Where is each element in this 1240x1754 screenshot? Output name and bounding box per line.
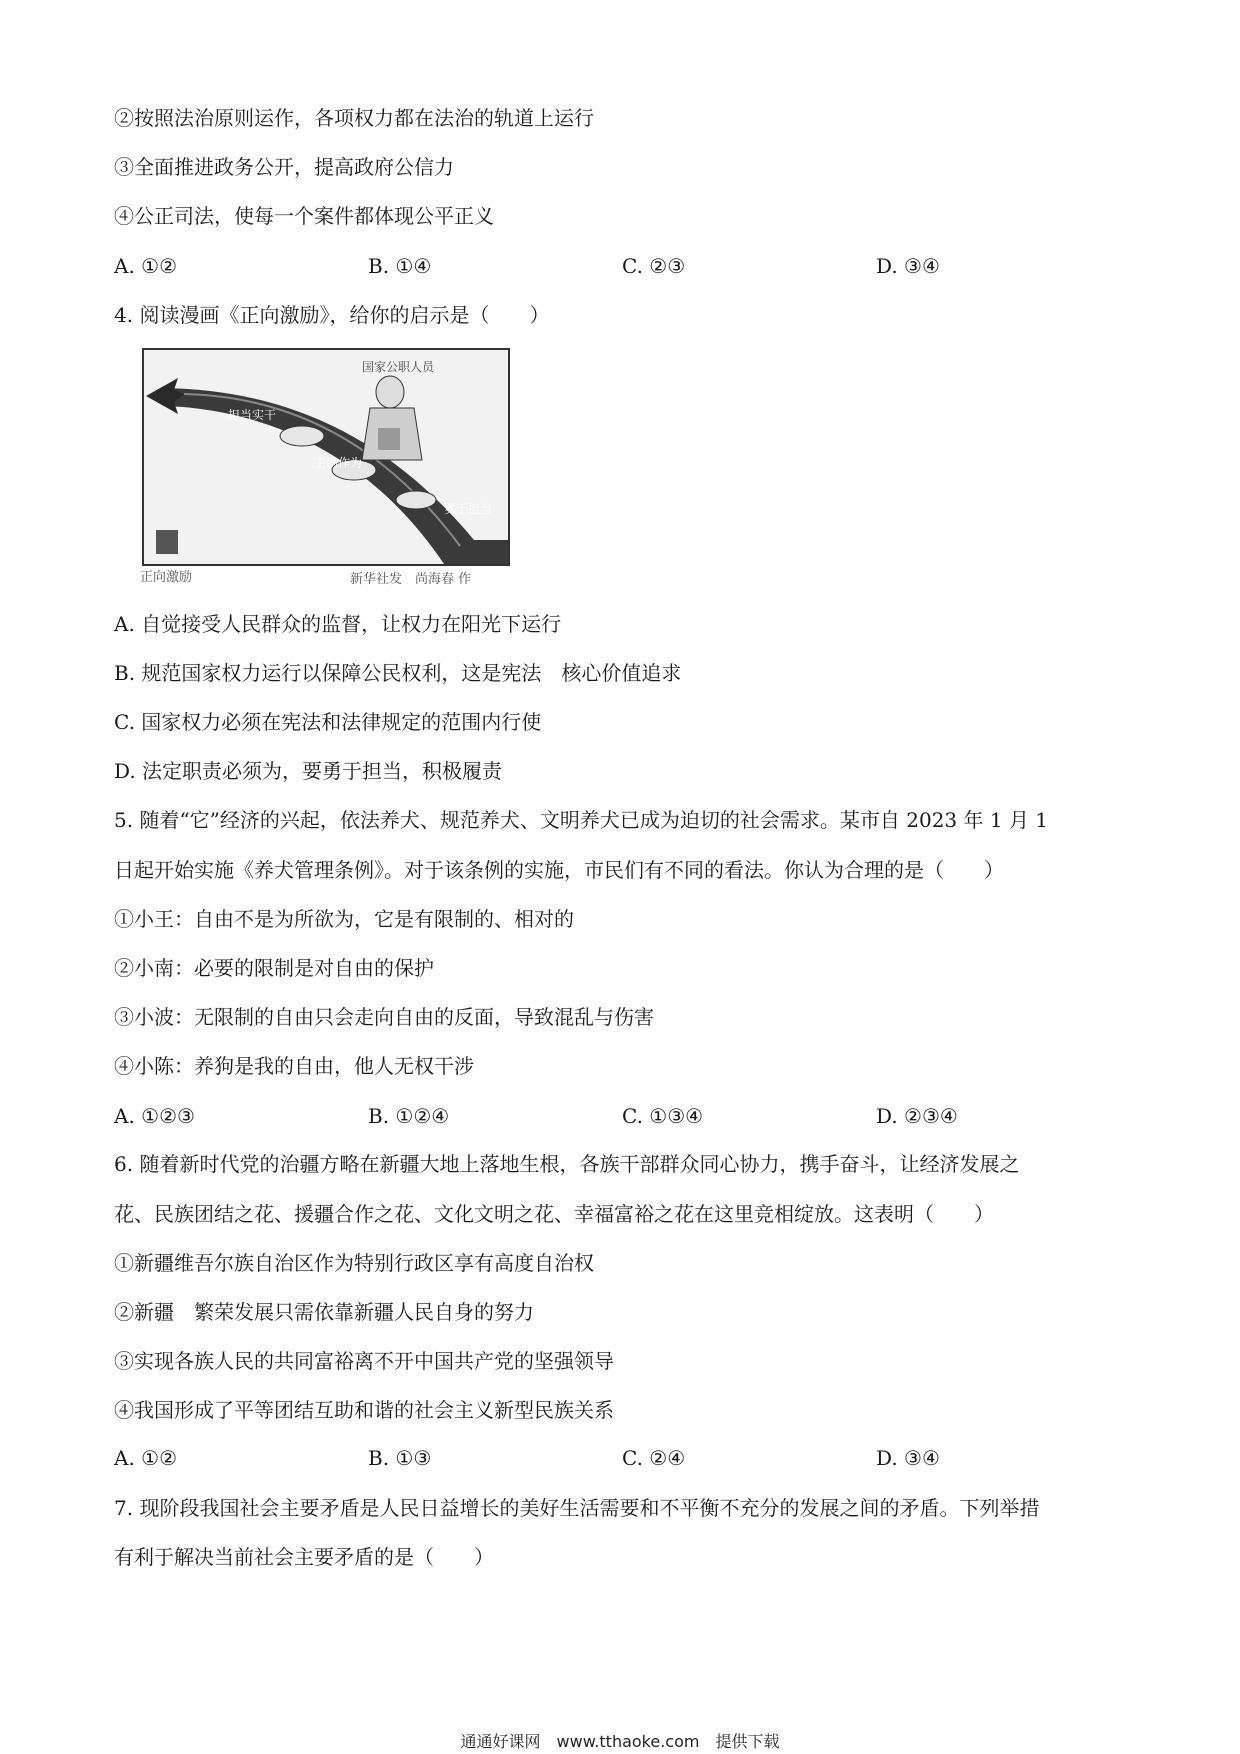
- q6-stem-line-1: 6. 随着新时代党的治疆方略在新疆大地上落地生根，各族干部群众同心协力，携手奋斗，让经济发展之: [114, 1152, 1020, 1176]
- q3-option-a[interactable]: A. ①②: [114, 254, 178, 278]
- q6-statement-3: ③实现各族人民的共同富裕离不开中国共产党的坚强领导: [114, 1349, 614, 1373]
- cartoon-top-label: 国家公职人员: [362, 360, 435, 374]
- cartoon-frame: [142, 348, 510, 566]
- q6-stem-line-2: 花、民族团结之花、援疆合作之花、文化文明之花、幸福富裕之花在这里竞相绽放。这表明（ ）: [114, 1202, 994, 1226]
- q6-statement-4: ④我国形成了平等团结互助和谐的社会主义新型民族关系: [114, 1398, 614, 1422]
- q6-statement-1: ①新疆维吾尔族自治区作为特别行政区享有高度自治权: [114, 1251, 594, 1275]
- q5-statement-1: ①小王：自由不是为所欲为，它是有限制的、相对的: [114, 907, 574, 931]
- cartoon-caption-title: 正向激励: [140, 570, 193, 585]
- q4-option-a[interactable]: A. 自觉接受人民群众的监督，让权力在阳光下运行: [114, 612, 562, 636]
- q6-option-d[interactable]: D. ③④: [876, 1446, 940, 1470]
- page-footer: 通通好课网 www.tthaoke.com 提供下载: [460, 1732, 780, 1751]
- q6-option-b[interactable]: B. ①③: [368, 1446, 432, 1470]
- cartoon-arrow-label: 担当实干: [228, 408, 277, 422]
- q4-option-b[interactable]: B. 规范国家权力运行以保障公民权利，这是宪法 核心价值追求: [114, 661, 682, 685]
- cartoon-hand-label-1: 主动作为: [314, 456, 363, 470]
- q6-option-a[interactable]: A. ①②: [114, 1446, 178, 1470]
- q5-statement-4: ④小陈：养狗是我的自由，他人无权干涉: [114, 1054, 474, 1078]
- q3-option-b[interactable]: B. ①④: [368, 254, 432, 278]
- cartoon-hand-label-2: 勇于担当: [444, 502, 493, 516]
- q5-statement-2: ②小南：必要的限制是对自由的保护: [114, 956, 434, 980]
- q5-statement-3: ③小波：无限制的自由只会走向自由的反面，导致混乱与伤害: [114, 1005, 654, 1029]
- q5-option-c[interactable]: C. ①③④: [622, 1104, 704, 1128]
- cartoon-image: [138, 348, 510, 587]
- q5-option-a[interactable]: A. ①②③: [114, 1104, 195, 1128]
- q5-stem-line-2: 日起开始实施《养犬管理条例》。对于该条例的实施，市民们有不同的看法。你认为合理的是（ ）: [114, 858, 1004, 882]
- q7-stem-line-1: 7. 现阶段我国社会主要矛盾是人民日益增长的美好生活需要和不平衡不充分的发展之间的矛盾。下列举措: [114, 1496, 1040, 1520]
- q4-option-d[interactable]: D. 法定职责必须为，要勇于担当，积极履责: [114, 759, 503, 783]
- q5-option-d[interactable]: D. ②③④: [876, 1104, 958, 1128]
- q3-statement-2: ②按照法治原则运作，各项权力都在法治的轨道上运行: [114, 106, 594, 130]
- q3-option-c[interactable]: C. ②③: [622, 254, 686, 278]
- q4-option-c[interactable]: C. 国家权力必须在宪法和法律规定的范围内行使: [114, 710, 542, 734]
- q3-statement-4: ④公正司法，使每一个案件都体现公平正义: [114, 204, 494, 228]
- q5-stem-line-1: 5. 随着“它”经济的兴起，依法养犬、规范养犬、文明养犬已成为迫切的社会需求。某市自 2023 年 1 月 1: [114, 808, 1049, 832]
- q5-option-b[interactable]: B. ①②④: [368, 1104, 450, 1128]
- q3-statement-3: ③全面推进政务公开，提高政府公信力: [114, 155, 454, 179]
- q7-stem-line-2: 有利于解决当前社会主要矛盾的是（ ）: [114, 1545, 494, 1569]
- q6-option-c[interactable]: C. ②④: [622, 1446, 686, 1470]
- q6-statement-2: ②新疆 繁荣发展只需依靠新疆人民自身的努力: [114, 1300, 534, 1324]
- q4-stem: 4. 阅读漫画《正向激励》，给你的启示是（ ）: [114, 303, 550, 327]
- q3-option-d[interactable]: D. ③④: [876, 254, 940, 278]
- cartoon-caption-credit: 新华社发 尚海春 作: [350, 572, 472, 587]
